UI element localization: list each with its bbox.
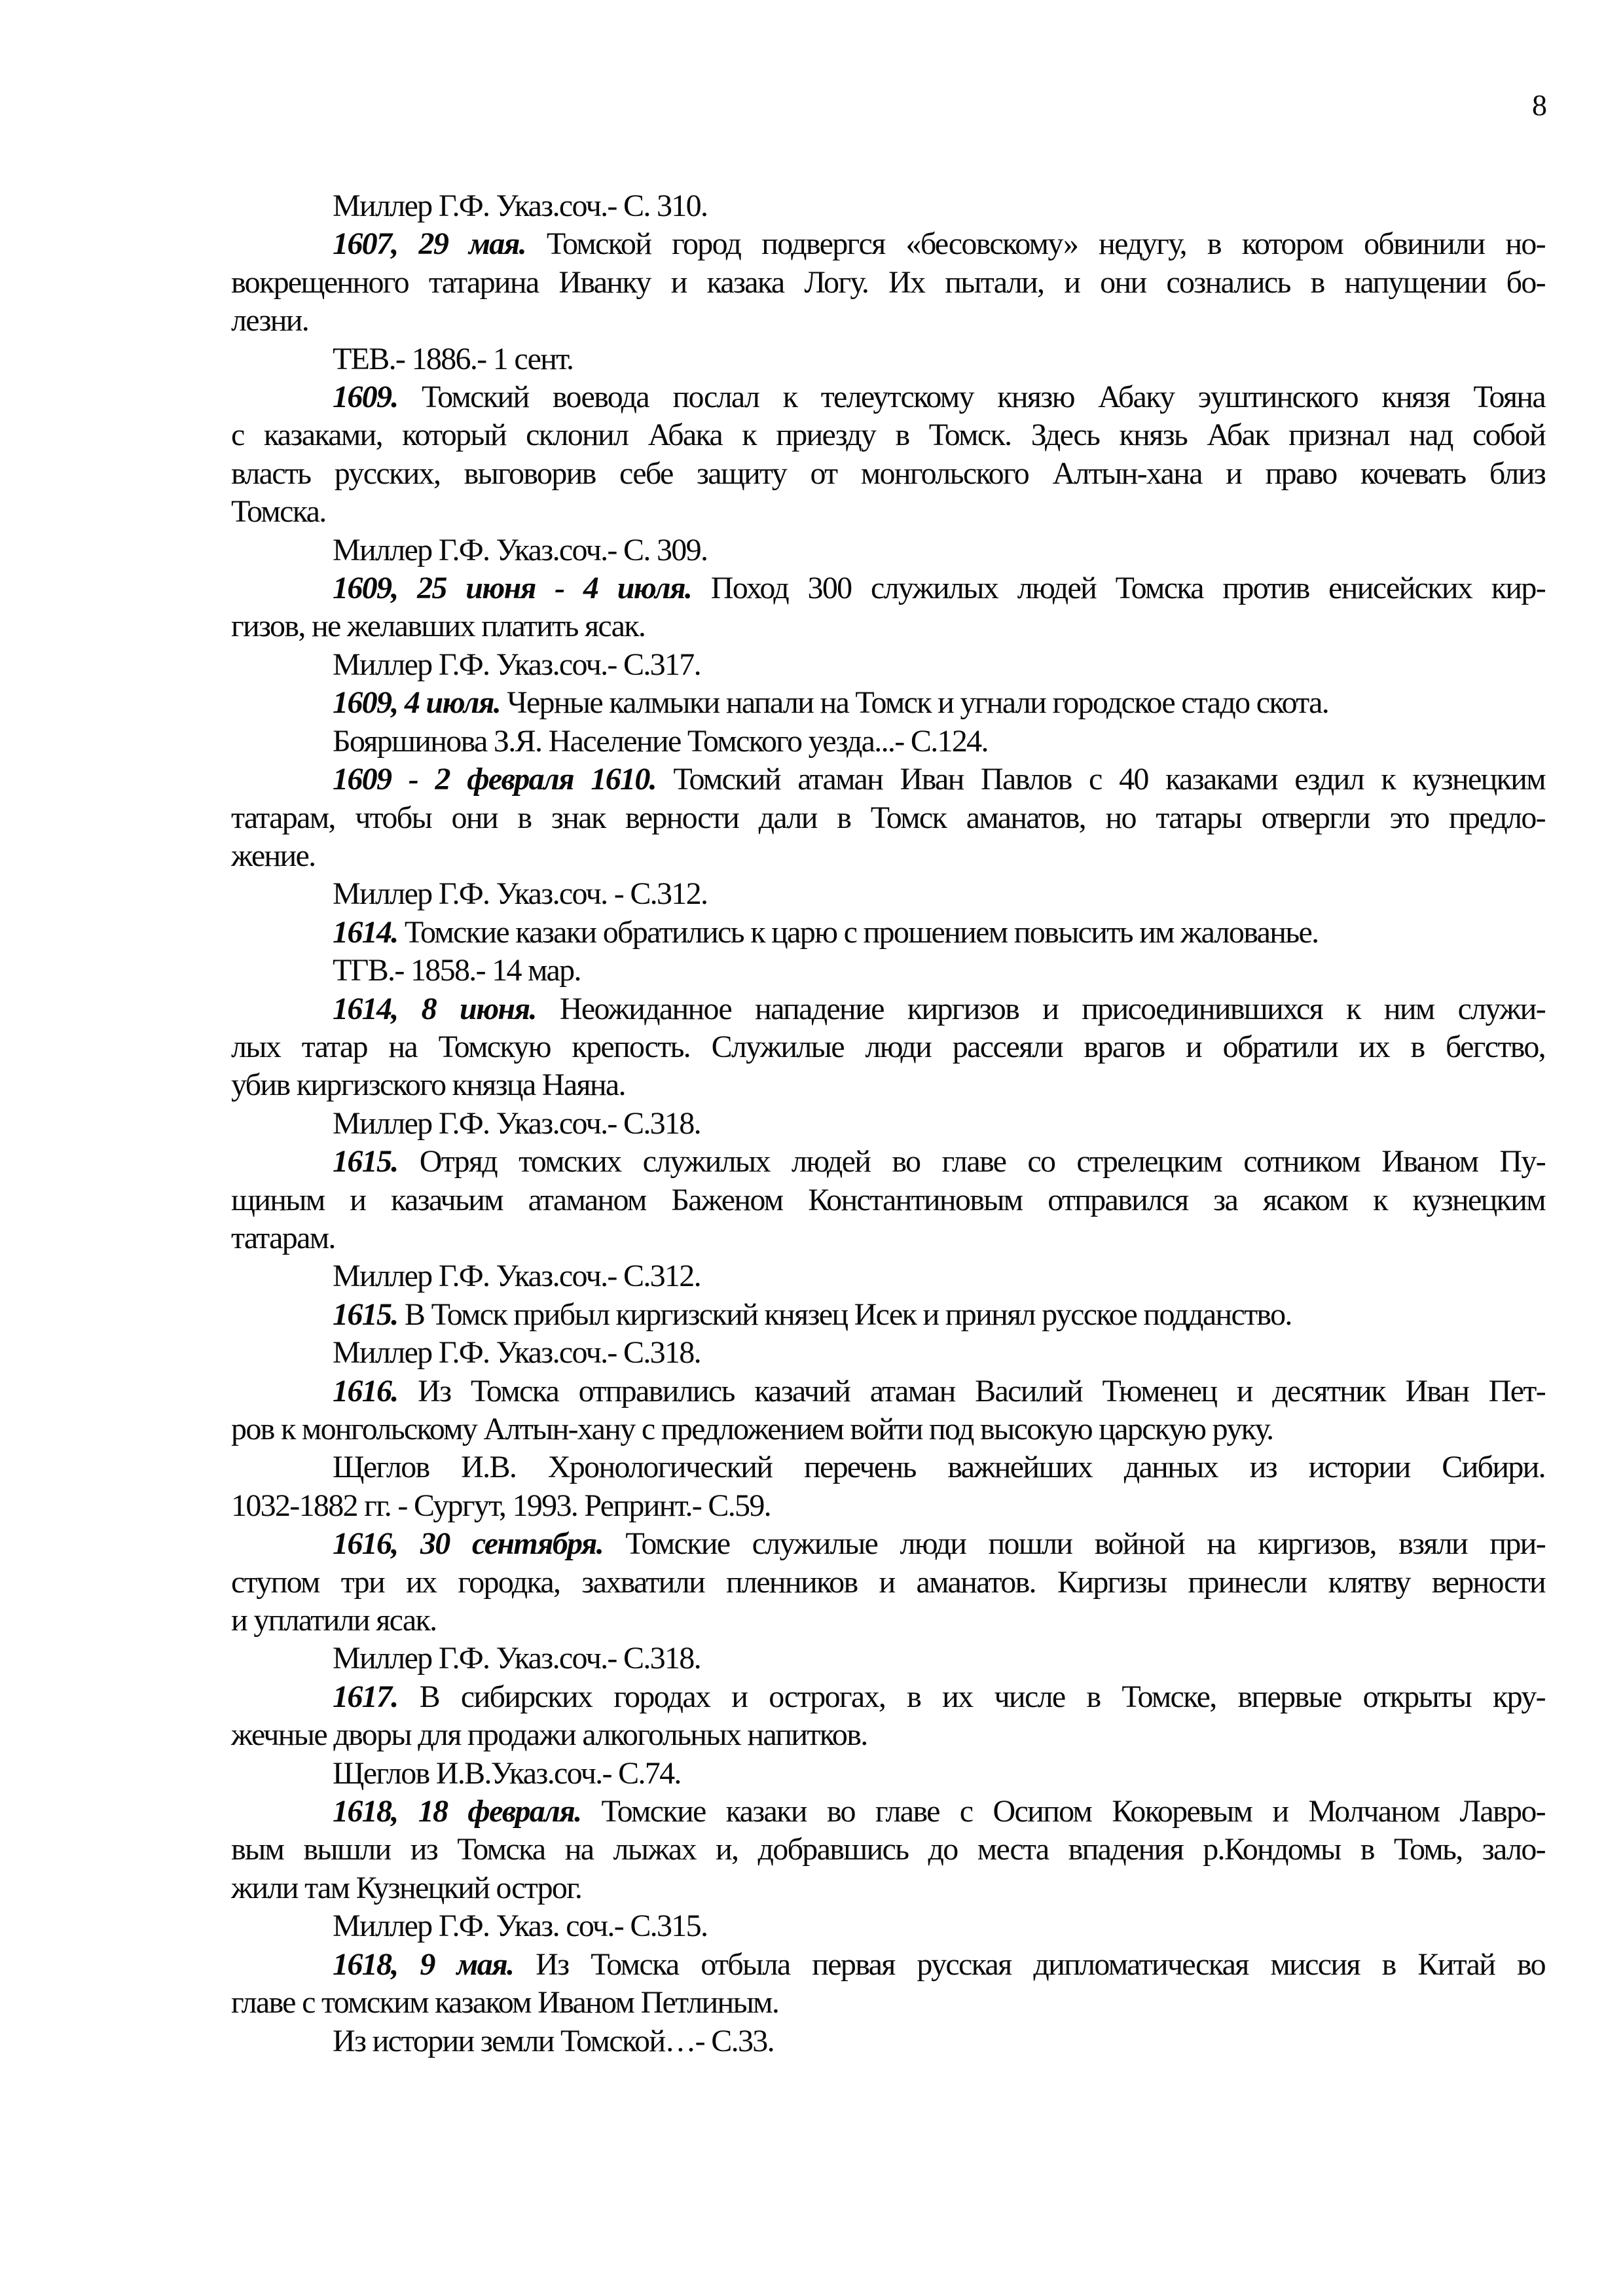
text-line: Щеглов И.В.Указ.соч.- С.74.: [333, 1755, 681, 1791]
text-line: 1615. В Томск прибыл киргизский князец Исек и принял русское подданство.: [333, 1297, 1292, 1332]
document-body: [231, 187, 1545, 2060]
citation-paragraph: [231, 187, 1545, 225]
text-line: и уплатили ясак.: [231, 1603, 437, 1638]
text-line: 1614, 8 июня. Неожиданное нападение киргизов и присоединившихся к ним служи-: [333, 991, 1545, 1026]
event-date: 1615.: [333, 1297, 398, 1332]
text-line: 1614. Томские казаки обратились к царю с прошением повысить им жалованье.: [333, 914, 1319, 950]
text-line: 1609. Томский воевода послал к телеутскому князю Абаку эуштинского князя Тояна: [333, 380, 1545, 415]
citation-paragraph: [231, 875, 1545, 913]
text-line: Миллер Г.Ф. Указ.соч.- С.318.: [333, 1641, 701, 1676]
text-line: 1616, 30 сентября. Томские служилые люди пошли войной на киргизов, взяли при-: [333, 1526, 1545, 1562]
citation-paragraph: [231, 723, 1545, 761]
text-line: лезни.: [231, 303, 309, 338]
event-paragraph: [231, 1678, 1545, 1755]
text-line: Миллер Г.Ф. Указ.соч.- С. 310.: [333, 188, 708, 223]
event-paragraph: [231, 1946, 1545, 2022]
event-paragraph: [231, 1525, 1545, 1640]
text-line: жечные дворы для продажи алкогольных напитков.: [231, 1717, 867, 1753]
citation-paragraph: [231, 1907, 1545, 1945]
event-date: 1618, 9 мая.: [333, 1946, 514, 1982]
event-date: 1614.: [333, 914, 398, 950]
text-line: Томска.: [231, 494, 326, 529]
text-line: гизов, не желавших платить ясак.: [231, 609, 646, 644]
text-line: щиным и казачьим атаманом Баженом Константиновым отправился за ясаком к кузнецким: [231, 1182, 1545, 1217]
text-line: Миллер Г.Ф. Указ.соч.- С. 309.: [333, 532, 708, 567]
text-line: 1616. Из Томска отправились казачий атаман Василий Тюменец и десятник Иван Пет-: [333, 1373, 1545, 1408]
text-line: ступом три их городка, захватили пленников и аманатов. Киргизы принесли клятву верности: [231, 1564, 1545, 1600]
text-line: 1618, 18 февраля. Томские казаки во главе с Осипом Кокоревым и Молчаном Лавро-: [333, 1794, 1545, 1829]
citation-paragraph: [231, 2022, 1545, 2060]
citation-paragraph: [231, 1755, 1545, 1793]
event-date: 1616, 30 сентября.: [333, 1526, 604, 1562]
text-line: с казаками, который склонил Абака к приезду в Томск. Здесь князь Абак признал над собой: [231, 418, 1545, 453]
text-line: 1617. В сибирских городах и острогах, в их числе в Томске, впервые открыты кру-: [333, 1679, 1545, 1714]
text-line: главе с томским казаком Иваном Петлиным.: [231, 1985, 779, 2020]
text-line: Миллер Г.Ф. Указ. соч.- С.315.: [333, 1909, 708, 1944]
text-line: жение.: [231, 838, 316, 873]
event-paragraph: [231, 378, 1545, 531]
text-line: вокрещенного татарина Иванку и казака Логу. Их пытали, и они сознались в напущении бо-: [231, 264, 1545, 300]
citation-paragraph: [231, 1334, 1545, 1372]
text-line: лых татар на Томскую крепость. Служилые люди рассеяли врагов и обратили их в бегство,: [231, 1029, 1545, 1064]
text-line: вым вышли из Томска на лыжах и, добравшись до места впадения р.Кондомы в Томь, зало-: [231, 1832, 1545, 1867]
page-number: 8: [1532, 88, 1547, 122]
event-paragraph: [231, 225, 1545, 340]
event-date: 1616.: [333, 1373, 398, 1408]
text-line: 1609, 4 июля. Черные калмыки напали на Томск и угнали городское стадо скота.: [333, 685, 1329, 721]
event-paragraph: [231, 684, 1545, 722]
event-date: 1609, 25 июня - 4 июля.: [333, 571, 692, 606]
citation-paragraph: [231, 340, 1545, 378]
event-date: 1609.: [333, 380, 398, 415]
event-paragraph: [231, 1372, 1545, 1449]
event-paragraph: [231, 1143, 1545, 1257]
text-line: татарам, чтобы они в знак верности дали в Томск аманатов, но татары отвергли это предло-: [231, 800, 1545, 835]
text-line: 1609 - 2 февраля 1610. Томский атаман Иван Павлов с 40 казаками ездил к кузнецким: [333, 762, 1545, 797]
event-paragraph: [231, 1296, 1545, 1334]
text-line: 1032-1882 гг. - Сургут, 1993. Репринт.- С.59.: [231, 1488, 771, 1523]
text-line: ТГВ.- 1858.- 14 мар.: [333, 953, 581, 988]
text-line: ров к монгольскому Алтын-хану с предложением войти под высокую царскую руку.: [231, 1412, 1273, 1446]
citation-paragraph: [231, 1640, 1545, 1677]
text-line: Щеглов И.В. Хронологический перечень важнейших данных из истории Сибири.: [333, 1450, 1545, 1485]
citation-paragraph: [231, 646, 1545, 684]
text-line: Бояршинова З.Я. Население Томского уезда...- С.124.: [333, 723, 988, 759]
event-date: 1607, 29 мая.: [333, 226, 526, 262]
text-line: Миллер Г.Ф. Указ.соч.- С.318.: [333, 1105, 701, 1141]
citation-paragraph: [231, 531, 1545, 569]
text-line: жили там Кузнецкий острог.: [231, 1870, 582, 1905]
text-line: Миллер Г.Ф. Указ.соч.- С.312.: [333, 1259, 701, 1294]
event-date: 1609 - 2 февраля 1610.: [333, 762, 656, 797]
event-paragraph: [231, 1793, 1545, 1907]
text-line: Миллер Г.Ф. Указ.соч.- С.317.: [333, 647, 701, 682]
text-line: убив киргизского князца Наяна.: [231, 1067, 625, 1103]
event-paragraph: [231, 914, 1545, 952]
citation-paragraph: [231, 952, 1545, 990]
event-date: 1609, 4 июля.: [333, 685, 501, 721]
event-date: 1615.: [333, 1144, 398, 1179]
text-line: 1615. Отряд томских служилых людей во главе со стрелецким сотником Иваном Пу-: [333, 1144, 1545, 1179]
citation-paragraph: [231, 1448, 1545, 1525]
text-line: Миллер Г.Ф. Указ.соч.- С.318.: [333, 1335, 701, 1371]
text-line: Из истории земли Томской…- С.33.: [333, 2023, 774, 2058]
event-date: 1618, 18 февраля.: [333, 1794, 581, 1829]
event-date: 1617.: [333, 1679, 398, 1714]
text-line: 1618, 9 мая. Из Томска отбыла первая русская дипломатическая миссия в Китай во: [333, 1946, 1546, 1982]
citation-paragraph: [231, 1257, 1545, 1295]
text-line: ТЕВ.- 1886.- 1 сент.: [333, 341, 574, 376]
event-date: 1614, 8 июня.: [333, 991, 536, 1026]
event-paragraph: [231, 990, 1545, 1105]
text-line: 1607, 29 мая. Томской город подвергся «бесовскому» недугу, в котором обвинили но-: [333, 226, 1545, 262]
text-line: 1609, 25 июня - 4 июля. Поход 300 служилых людей Томска против енисейских кир-: [333, 571, 1546, 606]
text-line: татарам.: [231, 1220, 335, 1255]
text-line: власть русских, выговорив себе защиту от монгольского Алтын-хана и право кочевать близ: [231, 456, 1545, 491]
event-paragraph: [231, 569, 1545, 646]
text-line: Миллер Г.Ф. Указ.соч. - С.312.: [333, 876, 708, 912]
citation-paragraph: [231, 1105, 1545, 1143]
event-paragraph: [231, 761, 1545, 875]
